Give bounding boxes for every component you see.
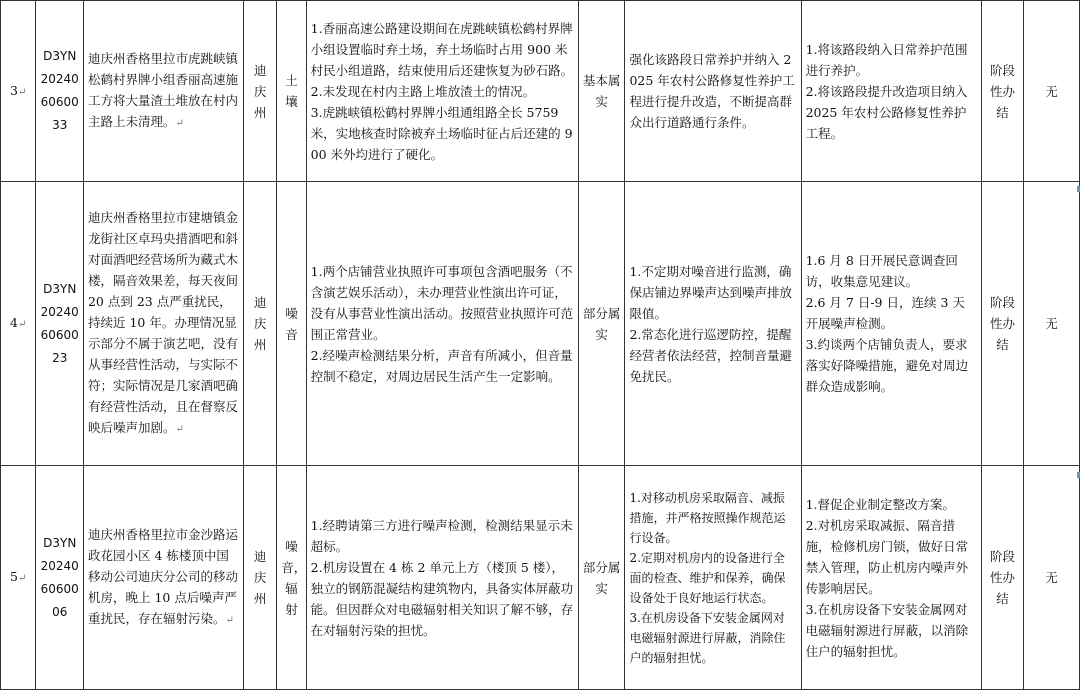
- measures-cell: 强化该路段日常养护并纳入 2025 年农村公路修复性养护工程进行提升改造，不断提高群众出行道路通行条件。: [625, 1, 801, 182]
- findings-cell: [306, 466, 578, 690]
- finding-item: 2.未发现在村内主路上堆放渣土的情况。: [310, 83, 536, 99]
- finding-item: 2.经噪声检测结果分析，声音有所减小，但音量控制不稳定，对周边居民生活产生一定影响。: [310, 347, 573, 384]
- finding-item: 2.机房设置在 4 栋 2 单元上方（楼顶 5 楼），独立的钢筋混凝结构建筑物内，具备实体屏蔽功能。但因群众对电磁辐射相关知识了解不够，存在对辐射污染的担忧。: [310, 559, 574, 638]
- result-item: 3.约谈两个店铺负责人，要求落实好降噪措施，避免对周边群众造成影响。: [805, 337, 969, 394]
- verdict-cell: 基本属实: [578, 1, 625, 182]
- finding-item: 1.经聘请第三方进行噪声检测，检测结果显示未超标。: [310, 517, 573, 554]
- measures-cell: [625, 182, 801, 466]
- status-cell: 阶段性办结: [981, 466, 1024, 690]
- verdict-cell: 部分属实: [578, 182, 625, 466]
- issue-cell: 迪庆州香格里拉市建塘镇金龙街社区卓玛央措酒吧和斜对面酒吧经营场所为藏式木楼，隔音效果差，每天夜间 20 点到 23 点严重扰民，持续近 10 年。办理情况显示部分不属于演艺吧，没有从事经营性活动，与实际不符；实际情况是几家酒吧确有经营性活动，且在督察反映后噪声加剧。↵: [83, 182, 243, 466]
- category-cell: 土壤: [277, 1, 306, 182]
- findings-cell: [306, 182, 578, 466]
- issue-cell: 迪庆州香格里拉市金沙路运政花园小区 4 栋楼顶中国移动公司迪庆分公司的移动机房，晚上 10 点后噪声严重扰民，存在辐射污染。↵: [83, 466, 243, 690]
- case-code: D3YN 20240 60600 33: [36, 1, 84, 182]
- row-number: 5↵: [1, 466, 36, 690]
- finding-item: 3.虎跳峡镇松鹤村界牌小组通组路全长 5759 米，实地核查时除被弃土场临时征占后还建的 900 米外均进行了硬化。: [310, 104, 573, 162]
- result-item: 2.对机房采取减振、隔音措施，检修机房门锁，做好日常禁入管理，防止机房内噪声外传影响居民。: [805, 517, 969, 596]
- result-item: 2.将该路段提升改造项目纳入 2025 年农村公路修复性养护工程。: [805, 83, 968, 141]
- status-cell: 阶段性办结: [981, 182, 1024, 466]
- result-item: 1.6 月 8 日开展民意调查回访，收集意见建议。: [805, 253, 958, 289]
- table-row: [1, 1, 1080, 182]
- issue-cell: 迪庆州香格里拉市虎跳峡镇松鹤村界牌小组香丽高速施工方将大量渣土堆放在村内主路上未清理。↵: [83, 1, 243, 182]
- remark-cell: 无: [1024, 466, 1080, 690]
- remark-cell: 无: [1024, 182, 1080, 466]
- case-code: D3YN 20240 60600 06: [36, 466, 84, 690]
- result-item: 1.将该路段纳入日常养护范围进行养护。: [805, 41, 968, 78]
- measure-item: 1.不定期对噪音进行监测，确保店铺边界噪声达到噪声排放限值。: [629, 263, 792, 321]
- result-item: 1.督促企业制定整改方案。: [805, 496, 955, 512]
- verdict-cell: 部分属实: [578, 466, 625, 690]
- category-cell: 噪音，辐射: [277, 466, 306, 690]
- table-row: [1, 182, 1080, 466]
- finding-item: 1.两个店铺营业执照许可事项包含酒吧服务（不含演艺娱乐活动），未办理营业性演出许可证，没有从事营业性演出活动。按照营业执照许可范围正常营业。: [310, 263, 574, 342]
- result-item: 2.6 月 7 日-9 日，连续 3 天开展噪声检测。: [805, 295, 965, 331]
- table-row: [1, 466, 1080, 690]
- result-item: 3.在机房设备下安装金属网对电磁辐射源进行屏蔽，以消除住户的辐射担忧。: [805, 601, 969, 659]
- measure-item: 2.定期对机房内的设备进行全面的检查、维护和保养，确保设备处于良好地运行状态。: [629, 550, 786, 605]
- row-number: 4↵: [1, 182, 36, 466]
- row-number: 3↵: [1, 1, 36, 182]
- case-code: D3YN 20240 60600 23: [36, 182, 84, 466]
- results-cell: [801, 466, 981, 690]
- measures-cell: [625, 466, 801, 690]
- area-cell: 迪庆州: [243, 466, 276, 690]
- measure-item: 3.在机房设备下安装金属网对电磁辐射源进行屏蔽，消除住户的辐射担忧。: [629, 610, 786, 665]
- area-cell: 迪庆州: [243, 182, 276, 466]
- findings-cell: [306, 1, 578, 182]
- finding-item: 1.香丽高速公路建设期间在虎跳峡镇松鹤村界牌小组设置临时弃土场，弃土场临时占用 900 米村民小组道路，结束使用后还建恢复为砂石路。: [310, 20, 574, 78]
- results-cell: [801, 1, 981, 182]
- area-cell: 迪庆州: [243, 1, 276, 182]
- status-cell: 阶段性办结: [981, 1, 1024, 182]
- results-cell: [801, 182, 981, 466]
- measure-item: 1.对移动机房采取隔音、减振措施，并严格按照操作规范运行设备。: [629, 490, 786, 545]
- category-cell: 噪音: [277, 182, 306, 466]
- measure-item: 2.常态化进行巡逻防控，提醒经营者依法经营，控制音量避免扰民。: [629, 326, 792, 384]
- remark-cell: 无: [1024, 1, 1080, 182]
